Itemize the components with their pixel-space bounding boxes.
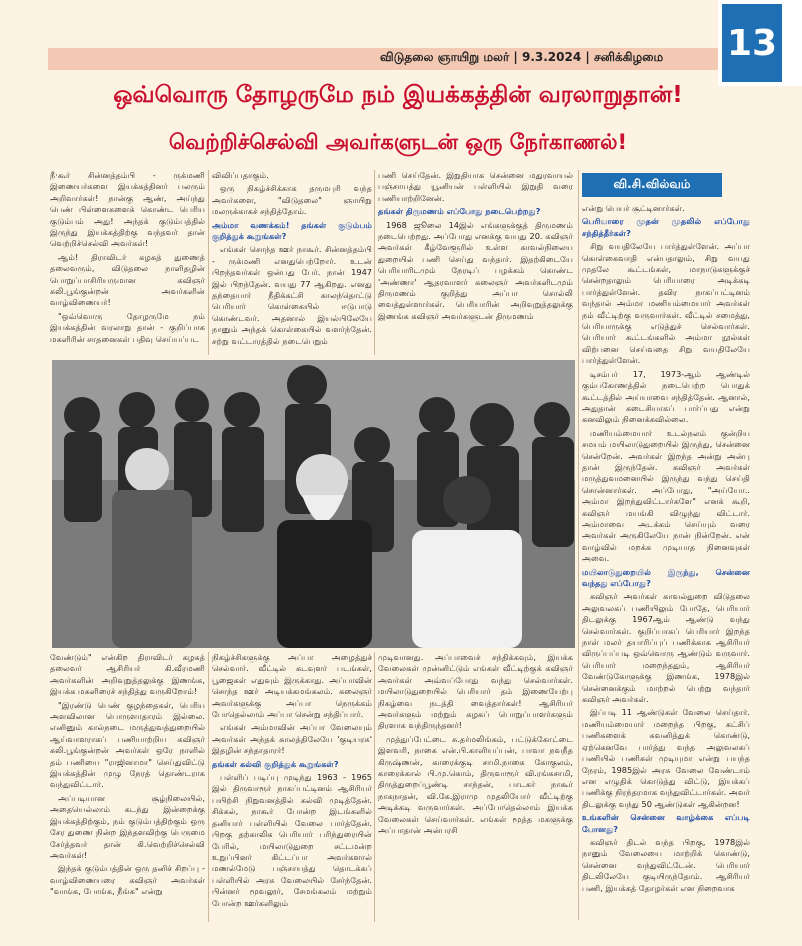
paragraph: நீ·கூர் சின்னத்தம்பி - ருக்மணி இணையர்களை இயக்கத்தினர் பலரும் அறிவார்கள்! நான்கு ஆண், அய்ந்து பெண் பிள்ளைகளைக் கொண்ட பெரிய குடும்பம் அது! அந்தக் குடும்பத்தில் இருந்து இயக்கத்திற்கு வந்தவர் தான் வெற்றிச்செல்வி அவர்கள்! xyxy=(50,170,205,249)
paragraph: முடிவானது. அப்பாவைச் சந்திக்கவும், இயக்க வேலைகள் முன்னிட்டும் எங்கள் வீட்டிற்குக் கவிஞர் அவர்கள் அவ்வப்போது வந்து செல்வார்கள். மயிலாடுதுறையில் பெரியார் தம் இணையேற்பு நிகழ்வை நடத்தி வைத்தார்கள்! ஆசிரியர் அவர்களும் மற்றும் கழகப் பொறுப்பாளர்களும் திரளாக வந்திருந்தனர்! xyxy=(378,652,573,731)
headline-line-2: வெற்றிச்செல்வி அவர்களுடன் ஒரு நேர்காணல்! xyxy=(168,130,628,154)
paragraph: 1968 ஜூலை 14இல் எங்களுக்குத் திருமணம் நடைபெற்றது. அப்போது எனக்கு வயது 20. கவிஞர் அவர்கள் கீழ்வேளூரில் உள்ள காவல்நிலைய துறையில் பணி செய்து வந்தார். இதற்கிடையே பெரியாரிடமும் நேரடிப் பழக்கம் கொண்ட 'அண்ணா' ஆதரவாளர் கலைஞர் அவர்களிடமும் திருமணம் குறித்து அப்பா சொல்லி வைத்துள்ளார்கள். பெரியாரின் அறிவுறுத்தலுக்கு இணங்க கவிஞர் அவர்களுடன் திருமணம் xyxy=(378,219,573,321)
interview-question: அம்மா வணக்கம்! தங்கள் குடும்பம் குறித்துக் கூறுங்கள்? xyxy=(212,219,372,242)
paragraph: நிகழ்ச்சிகளுக்கு அப்பா அழைத்துச் செல்வார். வீட்டில் கடவுளர் படங்கள், பூஜைகள் எதுவும் இருக்காது. அப்பாவின் சொந்த ஊர் அடியக்கமங்கலம். கலைஞர் அவர்களுக்கு அப்பா நெருக்கம் போதெல்லாம் அப்பா சென்று சந்திப்பார். xyxy=(212,652,372,720)
interview-question: தங்கள் திருமணம் எப்போது நடைபெற்றது? xyxy=(378,206,541,217)
headline-line-1: ஒவ்வொரு தோழருமே நம் இயக்கத்தின் வரலாறுதான்! xyxy=(113,82,683,108)
interview-question: மயிலாடுதுறையில் இருந்து, சென்னை வந்தது எப்போது? xyxy=(582,566,750,588)
paragraph: கவிஞர் அவர்கள் காவல்துறை விடுதலை அலுவலகப் பணியிலும் போதே, பெரியார் திடலுக்கு 1967ஆம் ஆண்டு வந்து செல்வார்கள். குறிப்பாகப் பெரியார் இறந்த நாள் மலர் தயாரிப்புப் பணிக்காக ஆசிரியர் விருப்பப்படி ஒவ்வொரு ஆண்டும் வருவார். பெரியார் மறைந்ததும், ஆசிரியர் வேண்டுகோளுக்கு இணங்க, 1978இல் சென்னைக்கும் மாற்றல் பெற்று வந்தார் கவிஞர் அவர்கள். xyxy=(582,591,750,705)
column-divider xyxy=(208,652,209,922)
paragraph: "இரண்டு பெண் குழந்தைகள், பெரிய அளவிலான பொருளாதாரம் இல்லை. எனினும் கால்நடை மருத்துவத்துறையில் ஆய்வாளராகப் பணியாற்றிய கவிஞர் கலி.பூங்குன்றன் அவர்கள் ஒரே நாளில் தம் பணியை "ராஜினாமா" செய்துவிட்டு இயக்கத்தின் முழு நேரத் தொண்டராக வந்துவிட்டார். xyxy=(50,699,205,790)
paragraph: கவிஞர் திடல் வந்த பிறகு, 1978இல் நானும் வேலையை மாற்றிக் கொண்டு, சென்னை வந்துவிட்டேன். பெரியார் திடலிலேயே குடியிருந்தோம். ஆசிரியர் பணி, இயக்கத் தோழர்கள் என நிறைவாக xyxy=(582,836,750,893)
paragraph: இந்தக் குடும்பத்தின் ஒரு தனிச் சிறப்பு - வாழ்விணையரை கவிஞர் அவர்கள் "வாங்க, போங்க, நீங்க" என்று xyxy=(50,863,205,897)
group-photo-illustration xyxy=(52,360,575,648)
paragraph: ஆம்! திராவிடர் கழகத் துணைத் தலைவரும், விடுதலை நாளிதழின் பொறுப்பாசிரியருமான கவிஞர் கலி.பூங்குன்றன் அவர்களின் வாழ்விணையர்! xyxy=(50,251,205,308)
interview-question: உங்களின் சென்னை வாழ்க்கை எப்படி போனது? xyxy=(582,812,750,834)
interview-question: பெரியாரை முதன் முதலில் எப்போது சந்தித்தீர்கள்? xyxy=(582,216,750,238)
column-divider xyxy=(208,170,209,355)
column-divider xyxy=(578,170,579,920)
paragraph: விவிப்பதாகும். xyxy=(212,170,269,180)
paragraph: வேண்டும்" என்கிற திராவிடர் கழகத் தலைவர் ஆசிரியர் கி.வீரமணி அவர்களின் அறிவுறுத்தலுக்கு இணங்க, இயக்க மகளிரைச் சந்தித்து வருகிறோம்! xyxy=(50,652,205,697)
paragraph: டிசம்பர் 17, 1973-ஆம் ஆண்டில் கும்பகோணத்தில் நடைபெற்ற பொதுக் கூட்டத்தில் அய்யாவை சந்தித்தேன். ஆனால், அதுதான் கடைசியாகப் பார்ப்பது என்று கனவிலும் நினைக்கவில்லை. xyxy=(582,368,750,425)
column-2 xyxy=(212,170,372,355)
column-3 xyxy=(378,170,573,355)
paragraph: சிறு வயதிலேயே பார்த்துள்ளேன். அப்பா கொள்கைவாதி என்பதாலும், சிறு வயது முதலே கூட்டங்கள், மாநாடுகளுக்குச் சென்றதாலும் பெரியாரை அடிக்கடி பார்த்துள்ளேன். தவிர நாகப்பட்டினம் வந்தால் அம்மா மணியம்மையார் அவர்கள் நம் வீட்டிற்கு வருவார்கள். வீட்டில் சமைத்து, பெரியாருக்கு எடுத்துச் செல்வார்கள். பெரியார் கூட்டங்களில் அம்மா நூல்கள் விற்பனை செய்வதை சிறு வயதிலேயே பார்த்துள்ளேன். xyxy=(582,241,750,366)
paragraph: என்று பெயர் சூட்டினார்கள். xyxy=(582,203,685,213)
byline-box xyxy=(582,173,722,197)
column-6 xyxy=(212,652,372,922)
paragraph: எங்கள் சொந்த ஊர் நாகூர். சின்னத்தம்பி - ருக்மணி எனதுபெற்றோர். உடன் பிறந்தவர்கள் ஒன்பது பேர். நான் 1947 இல் பிறந்தேன். வயது 77 ஆகிறது. எனது தந்தையார் நீதிக்கட்சி காலந்தொட்டு பெரியார் கொள்கையில் ஈடுபாடு கொண்டவர். அதனால் இயல்பிலேயே நானும் அந்தக் கொள்கையில் வளர்ந்தேன். சற்று வட்டாரத்தில் நடைபெறும் xyxy=(212,244,372,346)
interview-question: தங்கள் கல்வி குறித்துக் கூறுங்கள்? xyxy=(212,758,339,769)
column-4 xyxy=(582,203,750,913)
page-number: 13 xyxy=(722,4,782,82)
column-5 xyxy=(50,652,205,922)
paragraph: பணி செய்தேன். இறுதியாக சென்னை மதுரவாயல் பஞ்சாயத்து யூனியன் பள்ளியில் இறுதி வரை பணியாற்றினேன். xyxy=(378,170,573,203)
paragraph: எங்கள் அம்மாவின் அப்பா வேலையும் அவர்கள் அந்தக் காலத்திலேயே 'குடியரசு' இதழின் சந்தாதாரர்! xyxy=(212,722,372,756)
column-divider xyxy=(374,652,375,922)
group-photo xyxy=(52,360,575,648)
column-1 xyxy=(50,170,205,355)
paragraph: ஒரு நிகழ்ச்சிக்காக தருமபுரி வந்த அவர்களை, "விடுதலை" ஞாயிறு மலருக்காகச் சந்தித்தோம். xyxy=(212,183,372,217)
paragraph: அப்படியான சூழ்நிலையில், அதையெல்லாம் கடந்து இன்றைக்கு இயக்கத்திற்கும், நம் குடும்பத்திற்கும் ஒரு சேர துணை நின்ற இந்தளவிற்கு பெருமை சேர்த்தவர் தான் கி.வெற்றிச்செல்வி அவர்கள்! xyxy=(50,792,205,860)
publication-line: விடுதலை ஞாயிறு மலர் | 9.3.2024 | சனிக்கிழமை xyxy=(380,50,664,64)
column-divider xyxy=(374,170,375,355)
column-7 xyxy=(378,652,573,922)
paragraph: "ஒவ்வொரு தோழருமே நம் இயக்கத்தின் வரலாறு தான் - குறிப்பாக மகளிரின் சாதனைகள் பதிவு செய்யப்பட xyxy=(50,310,205,344)
byline-author: வி.சி.வில்வம் xyxy=(613,177,691,191)
paragraph: பள்ளிப் படிப்பு முடிந்து 1963 - 1965 இல் திருவாரூர் நாகப்பட்டினம் ஆசிரியர் பயிற்சி நிறுவனத்தில் கல்வி முடித்தேன். சிக்கல், நாகூர் போன்ற இடங்களில் தனியார் பள்ளியில் வேலை பார்த்தேன். பிறகு தற்காலிக பெரியார் பரிந்துரையின் பேரில், மயிலாடுதுறை சட்டமன்ற உறுப்பினர் கிட்டப்பா அவர்களால் மணல்மேடு பஞ்சாயத்து தொடக்கப் பள்ளியில் அரசு வேலையில் சேர்ந்தேன். பின்னர் மூவலூர், சேமங்கலம் மற்றும் போன்ற ஊர்களிலும் xyxy=(212,772,372,908)
paragraph: மணியம்மையார் உடல்நலம் குன்றிய சமயம் மயிலாடுதுறையில் இருந்து, சென்னை சென்றேன். அவர்கள் இறந்த அன்று அன்பு தான் இருந்தேன். கவிஞர் அவர்கள் மருத்துவமனையில் இருந்து வந்து செய்தி சொன்னார்கள். அப்போது, "அய்யோ.. அம்மா இறந்துவிட்டார்களே" எனக் கூறி, கவிஞர் மயங்கி விழுந்து விட்டார். அம்மாவை அடக்கம் செய்யும் வரை அவர்கள் அருகிலேயே நான் நின்றேன். என் வாழ்வில் மறக்க முடியாத நினைவுகள் அவை. xyxy=(582,427,750,564)
paragraph: முத்துப்பேட்டை சு.தர்மலிங்கம், பட்டுக்கோட்டை இளவரி, நாகை என்.பி.காளியப்பன், பாவா நவநீத கிருஷ்ணன், காரைக்குடி சாமி.நாகை கோகுலம், காரைக்கால் பி.மு.கொம், திருவாரூர் வி.ரங்கசாமி, திருத்துறைப்பூண்டி சாந்தன், பாடகர் நாகூர் நாகநாதன், வி.கே.இராமு முதலியோர் வீட்டிற்கு அடிக்கடி வருவார்கள். அப்போதெல்லாம் இயக்க வேலைகள் செய்வார்கள். எங்கள் மூத்த மகளுக்கு அப்பாதான் அன்பரசி xyxy=(378,733,573,836)
paragraph: இப்படி 11 ஆண்டுகள் வேலை செய்தார். மணியம்மையார் மறைந்த பிறகு, கட்சிப் பணிகளைக் கவனித்துக் கொண்டு, ஏற்கெனவே பார்த்து வந்த அலுவலகப் பணியில் பணிகள் முடியுமா என்று பயந்த நேரம், 1985இல் அரசு வேலை வேண்டாம் என எழுதிக் கொடுத்து விட்டு, இயக்கப் பணிக்கு நிரந்தரமாக வந்துவிட்டார்கள். அவர் திடலுக்கு வந்து 50 ஆண்டுகள் ஆகின்றன! xyxy=(582,707,750,809)
